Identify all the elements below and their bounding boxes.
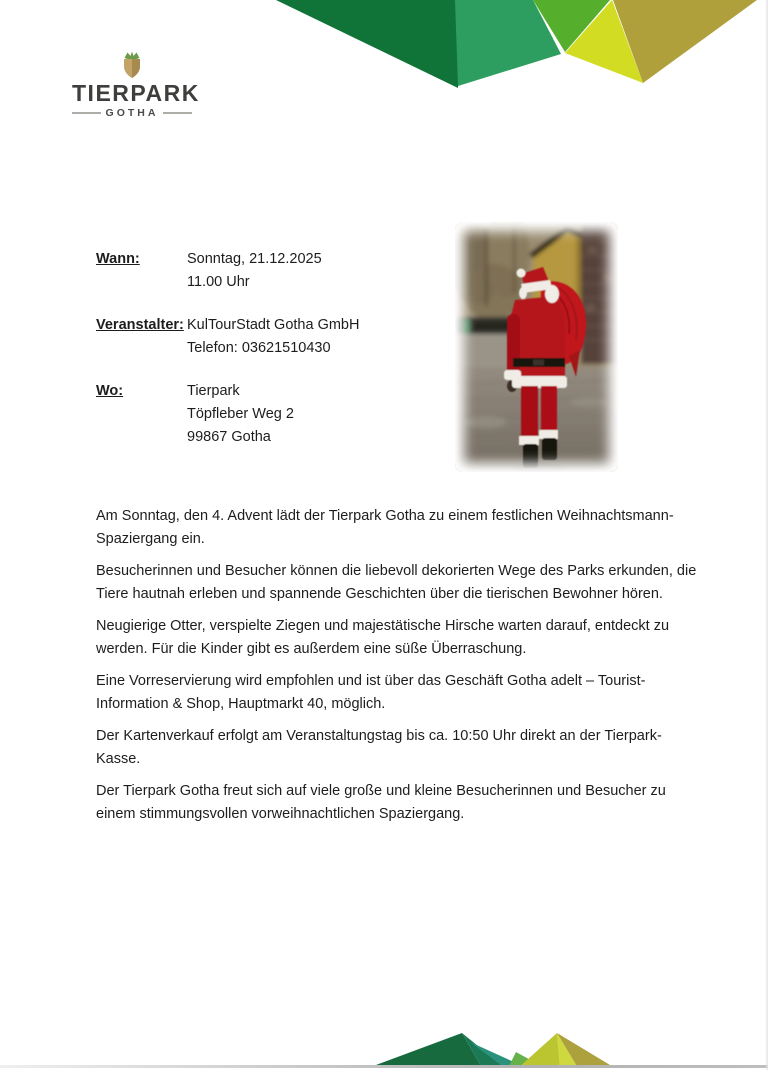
paragraph	[96, 505, 696, 551]
text-line: werden. Für die Kinder gibt es außerdem eine süße Überraschung.	[96, 641, 527, 657]
text-line: Tiere hautnah erleben und spannende Geschichten über die tierischen Bewohner hören.	[96, 586, 663, 602]
fur-trim	[512, 376, 567, 388]
info-values	[187, 380, 294, 449]
info-values	[187, 314, 359, 360]
logo-title: TIERPARK	[72, 80, 200, 106]
info-value-line: 99867 Gotha	[187, 429, 271, 445]
santa-photo-illustration	[455, 222, 618, 472]
event-info-block	[96, 248, 359, 469]
crest-shield-crown-icon	[119, 50, 145, 80]
info-value-line: Telefon: 03621510430	[187, 340, 331, 356]
text-line: Der Kartenverkauf erfolgt am Veranstaltungstag bis ca. 10:50 Uhr direkt an der Tierpark-	[96, 728, 662, 744]
info-label: Veranstalter:	[96, 317, 184, 333]
text-line: Information & Shop, Hauptmarkt 40, möglich.	[96, 696, 386, 712]
triangle-dark-green	[276, 0, 460, 88]
paragraph	[96, 780, 696, 826]
text-line: Eine Vorreservierung wird empfohlen und ist über das Geschäft Gotha adelt – Tourist-	[96, 673, 646, 689]
info-label: Wo:	[96, 383, 124, 399]
beard	[545, 285, 559, 303]
info-value-line: 11.00 Uhr	[187, 274, 250, 290]
text-line: Am Sonntag, den 4. Advent lädt der Tierpark Gotha zu einem festlichen Weihnachtsmann-	[96, 508, 674, 524]
text-line: einem stimmungsvollen vorweihnachtlichen Spaziergang.	[96, 806, 465, 822]
logo-subtitle-row	[72, 107, 192, 119]
text-line: Kasse.	[96, 751, 141, 767]
text-line: Neugierige Otter, verspielte Ziegen und majestätische Hirsche warten darauf, entdeckt zu	[96, 618, 670, 634]
divider-line	[72, 112, 101, 114]
text-line: Spaziergang ein.	[96, 531, 205, 547]
paragraph	[96, 725, 696, 771]
info-row-wann	[96, 248, 359, 294]
info-row-veranstalter	[96, 314, 359, 360]
triangle-dark-green	[368, 1033, 482, 1068]
paragraph	[96, 670, 696, 716]
footer-triangles-decoration	[0, 1030, 768, 1068]
info-label: Wann:	[96, 251, 140, 267]
divider-line	[163, 112, 192, 114]
tierpark-logo	[72, 50, 200, 119]
info-value-line: Tierpark	[187, 383, 240, 399]
paragraph	[96, 615, 696, 661]
text-line: Der Tierpark Gotha freut sich auf viele große und kleine Besucherinnen und Besucher zu	[96, 783, 666, 799]
boot	[542, 438, 557, 460]
body-text	[96, 505, 696, 835]
boot	[523, 444, 538, 468]
info-value-line: KulTourStadt Gotha GmbH	[187, 317, 360, 333]
info-values	[187, 248, 322, 294]
santa-photo	[455, 222, 618, 472]
shield-shade	[132, 59, 140, 78]
page-bottom-edge	[0, 1065, 768, 1068]
logo-subtitle: GOTHA	[105, 107, 159, 119]
info-value-line: Töpfleber Weg 2	[187, 406, 294, 422]
triangle-yellow-green	[518, 1033, 560, 1068]
info-row-wo	[96, 380, 359, 449]
text-line: Besucherinnen und Besucher können die liebevoll dekorierten Wege des Parks erkunden, die	[96, 563, 697, 579]
info-value-line: Sonntag, 21.12.2025	[187, 251, 322, 267]
paragraph	[96, 560, 696, 606]
